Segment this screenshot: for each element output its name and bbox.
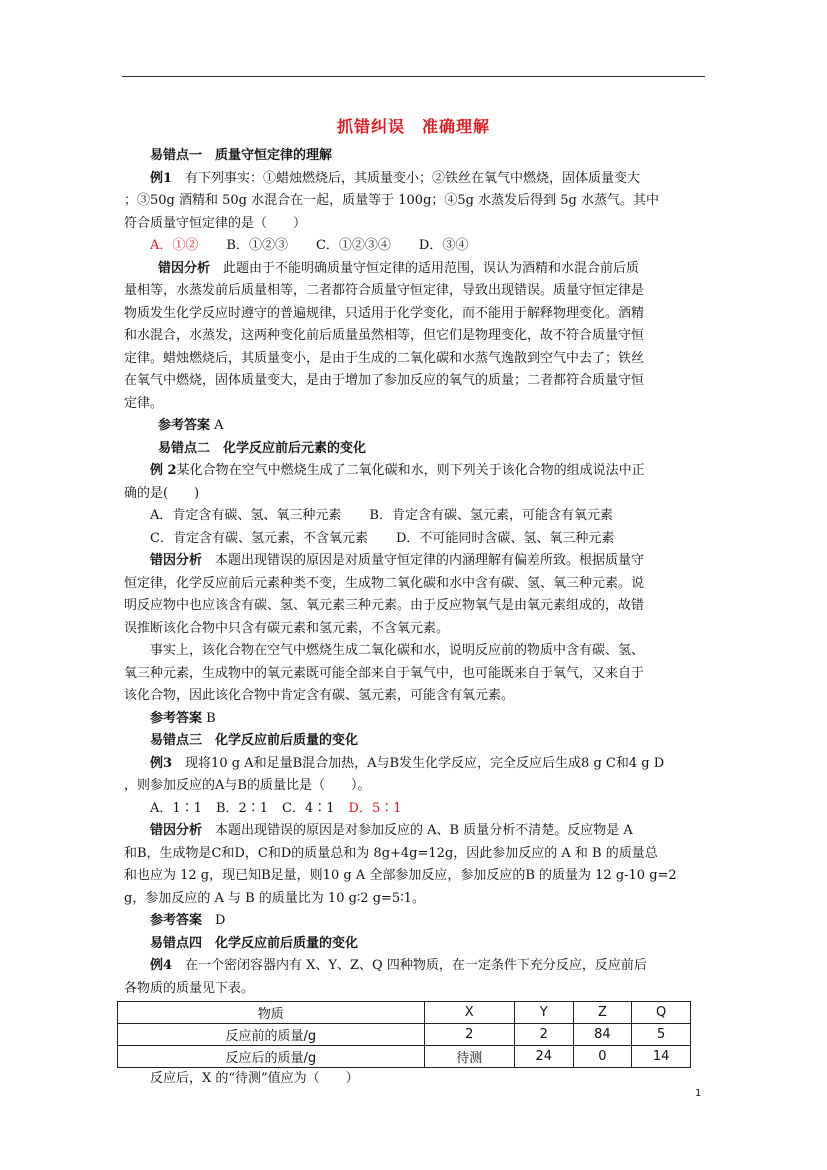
example-1-options: [124, 235, 707, 258]
table-cell: 反应后的质量/g: [118, 1046, 425, 1068]
table-header-row: [118, 1002, 691, 1024]
analysis-2-line-1: [124, 550, 707, 573]
example-4-question: 反应后，X 的“待测”值应为（ ）: [150, 1071, 359, 1086]
fact-2-line-2: 氧三种元素，生成物中的氧元素既可能全部来自于氧气中，也可能既来自于氧气，又来自于: [124, 665, 645, 681]
analysis-1-line-3: 物质发生化学反应时遵守的普遍规律，只适用于化学变化，而不能用于解释物理变化。酒精: [124, 305, 645, 321]
table-row: [118, 1046, 691, 1068]
option-a: A．①②: [150, 238, 199, 253]
example-4-label: 例4: [150, 958, 173, 973]
option-b: B．肯定含有碳、氢元素，可能含有氧元素: [369, 508, 613, 523]
table-cell: 24: [514, 1046, 573, 1068]
table-cell: 待测: [424, 1046, 514, 1068]
example-2-label: 例 2: [150, 463, 177, 478]
section-4-heading: 易错点四 化学反应前后质量的变化: [150, 935, 359, 951]
analysis-3-label: 错因分析: [150, 823, 203, 838]
table-cell: 5: [632, 1024, 691, 1046]
page-number: 1: [695, 1088, 702, 1099]
option-a: A．肯定含有碳、氢、氧三种元素: [150, 508, 342, 523]
answer-3-value: D: [202, 913, 226, 928]
analysis-1-line-6: 在氧气中燃烧，固体质量变大，是由于增加了参加反应的氧气的质量；二者都符合质量守恒: [124, 373, 645, 388]
table-header-cell: Y: [514, 1002, 573, 1024]
example-4-text: 在一个密闭容器内有 X、Y、Z、Q 四种物质，在一定条件下充分反应，反应前后: [172, 958, 647, 973]
answer-3: [124, 910, 707, 933]
answer-1-value: A: [210, 418, 224, 433]
page-title: 抓错纠误 准确理解: [336, 117, 490, 136]
example-1-stem-line-1: [124, 168, 707, 191]
table-cell: 2: [424, 1024, 514, 1046]
table-cell: 反应前的质量/g: [118, 1024, 425, 1046]
option-c: C．4∶1: [282, 800, 335, 816]
example-3-text: 现将10 g A和足量B混合加热，A与B发生化学反应，完全反应后生成8 g C和4 g D: [172, 755, 665, 771]
table-cell: 84: [573, 1024, 632, 1046]
section-1-heading: 易错点一 质量守恒定律的理解: [150, 148, 333, 163]
table-header-cell: Z: [573, 1002, 632, 1024]
option-b: B．2∶1: [215, 800, 269, 816]
example-2-stem-line-2: 确的是( ): [124, 485, 200, 501]
example-3-stem-line-2: ，则参加反应的A与B的质量比是（ ）。: [124, 778, 371, 793]
example-1-label: 例1: [150, 170, 173, 186]
mass-table: [117, 1001, 691, 1068]
fact-2-line-1: 事实上，该化合物在空气中燃烧生成二氧化碳和水，说明反应前的物质中含有碳、氢、: [150, 643, 645, 658]
example-4-stem-line-2: 各物质的质量见下表。: [124, 980, 255, 996]
analysis-3-line-3: 和也应为 12 g，现已知B足量，则10 g A 全部参加反应，参加反应的B 的质量为 12 g-10 g=2: [124, 868, 677, 883]
answer-3-label: 参考答案: [150, 913, 203, 928]
table-header-cell: 物质: [118, 1002, 425, 1024]
analysis-1-line-1: [124, 258, 707, 281]
analysis-3-line-1: [124, 820, 707, 843]
analysis-2-line-2: 恒定律，化学反应前后元素种类不变，生成物二氧化碳和水中含有碳、氢、氧三种元素。说: [124, 575, 645, 591]
option-d: D．不可能同时含碳、氢、氧三种元素: [395, 530, 615, 546]
fact-2-line-3: 该化合物，因此该化合物中肯定含有碳、氢元素，可能含有氧元素。: [124, 688, 515, 703]
analysis-1-text: 此题由于不能明确质量守恒定律的适用范围，误认为酒精和水混合前后质: [210, 260, 640, 276]
example-2-options-row-2: [124, 528, 707, 551]
example-1-stem-line-2: ；③50g 酒精和 50g 水混合在一起，质量等于 100g；④5g 水蒸发后得到 5g 水蒸气。其中: [124, 193, 659, 208]
section-2-heading: 易错点二 化学反应前后元素的变化: [158, 440, 367, 456]
table-cell: 14: [632, 1046, 691, 1068]
analysis-1-line-2: 量相等，水蒸发前后质量相等，二者都符合质量守恒定律，导致出现错误。质量守恒定律是: [124, 283, 645, 298]
answer-2-label: 参考答案: [150, 710, 203, 726]
analysis-2-text: 本题出现错误的原因是对质量守恒定律的内涵理解有偏差所致。根据质量守: [202, 553, 645, 568]
example-2-options-row-1: [124, 505, 707, 528]
example-3-stem-line-1: [124, 753, 707, 776]
option-a: A．1∶1: [150, 800, 202, 816]
table-header-cell: X: [424, 1002, 514, 1024]
example-2-text: 某化合物在空气中燃烧生成了二氧化碳和水，则下列关于该化合物的组成说法中正: [176, 463, 645, 478]
answer-2-value: B: [202, 710, 216, 726]
content-body: [124, 145, 707, 1091]
table-row: [118, 1024, 691, 1046]
table-cell: 2: [514, 1024, 573, 1046]
analysis-1-line-4: 和水混合，水蒸发，这两种变化前后质量虽然相等，但它们是物理变化，故不符合质量守恒: [124, 328, 645, 343]
analysis-2-line-3: 明反应物中也应该含有碳、氢、氧元素三种元素。由于反应物氧气是由氧元素组成的，故错: [124, 598, 645, 613]
example-1-text: 有下列事实：①蜡烛燃烧后，其质量变小；②铁丝在氧气中燃烧，固体质量变大: [172, 170, 641, 186]
header-rule: [122, 76, 705, 77]
analysis-3-text: 本题出现错误的原因是对参加反应的 A、B 质量分析不清楚。反应物是 A: [202, 823, 633, 838]
option-d: D．③④: [418, 238, 469, 253]
option-c: C．①②③④: [315, 238, 391, 253]
option-d: D．5∶1: [348, 800, 402, 816]
analysis-2-label: 错因分析: [150, 553, 203, 568]
option-b: B．①②③: [226, 238, 288, 253]
analysis-1-line-7: 定律。: [124, 395, 164, 411]
option-c: C．肯定含有碳、氢元素，不含氧元素: [150, 530, 368, 546]
analysis-1-line-5: 定律。蜡烛燃烧后，其质量变小，是由于生成的二氧化碳和水蒸气逸散到空气中去了；铁丝: [124, 350, 645, 366]
table-cell: 0: [573, 1046, 632, 1068]
answer-1-label: 参考答案: [158, 418, 211, 433]
table-header-cell: Q: [632, 1002, 691, 1024]
example-2-stem-line-1: [124, 460, 707, 483]
example-3-label: 例3: [150, 755, 173, 771]
analysis-3-line-2: 和B，生成物是C和D，C和D的质量总和为 8g+4g=12g，因此参加反应的 A 和 B 的质量总: [124, 845, 658, 861]
example-4-stem-line-1: [124, 955, 707, 978]
analysis-2-line-4: 误推断该化合物中只含有碳元素和氢元素，不含氧元素。: [124, 620, 450, 636]
answer-2: [124, 708, 707, 731]
analysis-1-label: 错因分析: [158, 260, 211, 276]
example-3-options: [124, 798, 707, 821]
section-3-heading: 易错点三 化学反应前后质量的变化: [150, 733, 359, 748]
example-1-stem-line-3: 符合质量守恒定律的是（ ）: [124, 215, 307, 231]
answer-1: [124, 415, 707, 438]
analysis-3-line-4: g，参加反应的 A 与 B 的质量比为 10 g∶2 g=5∶1。: [124, 890, 425, 906]
